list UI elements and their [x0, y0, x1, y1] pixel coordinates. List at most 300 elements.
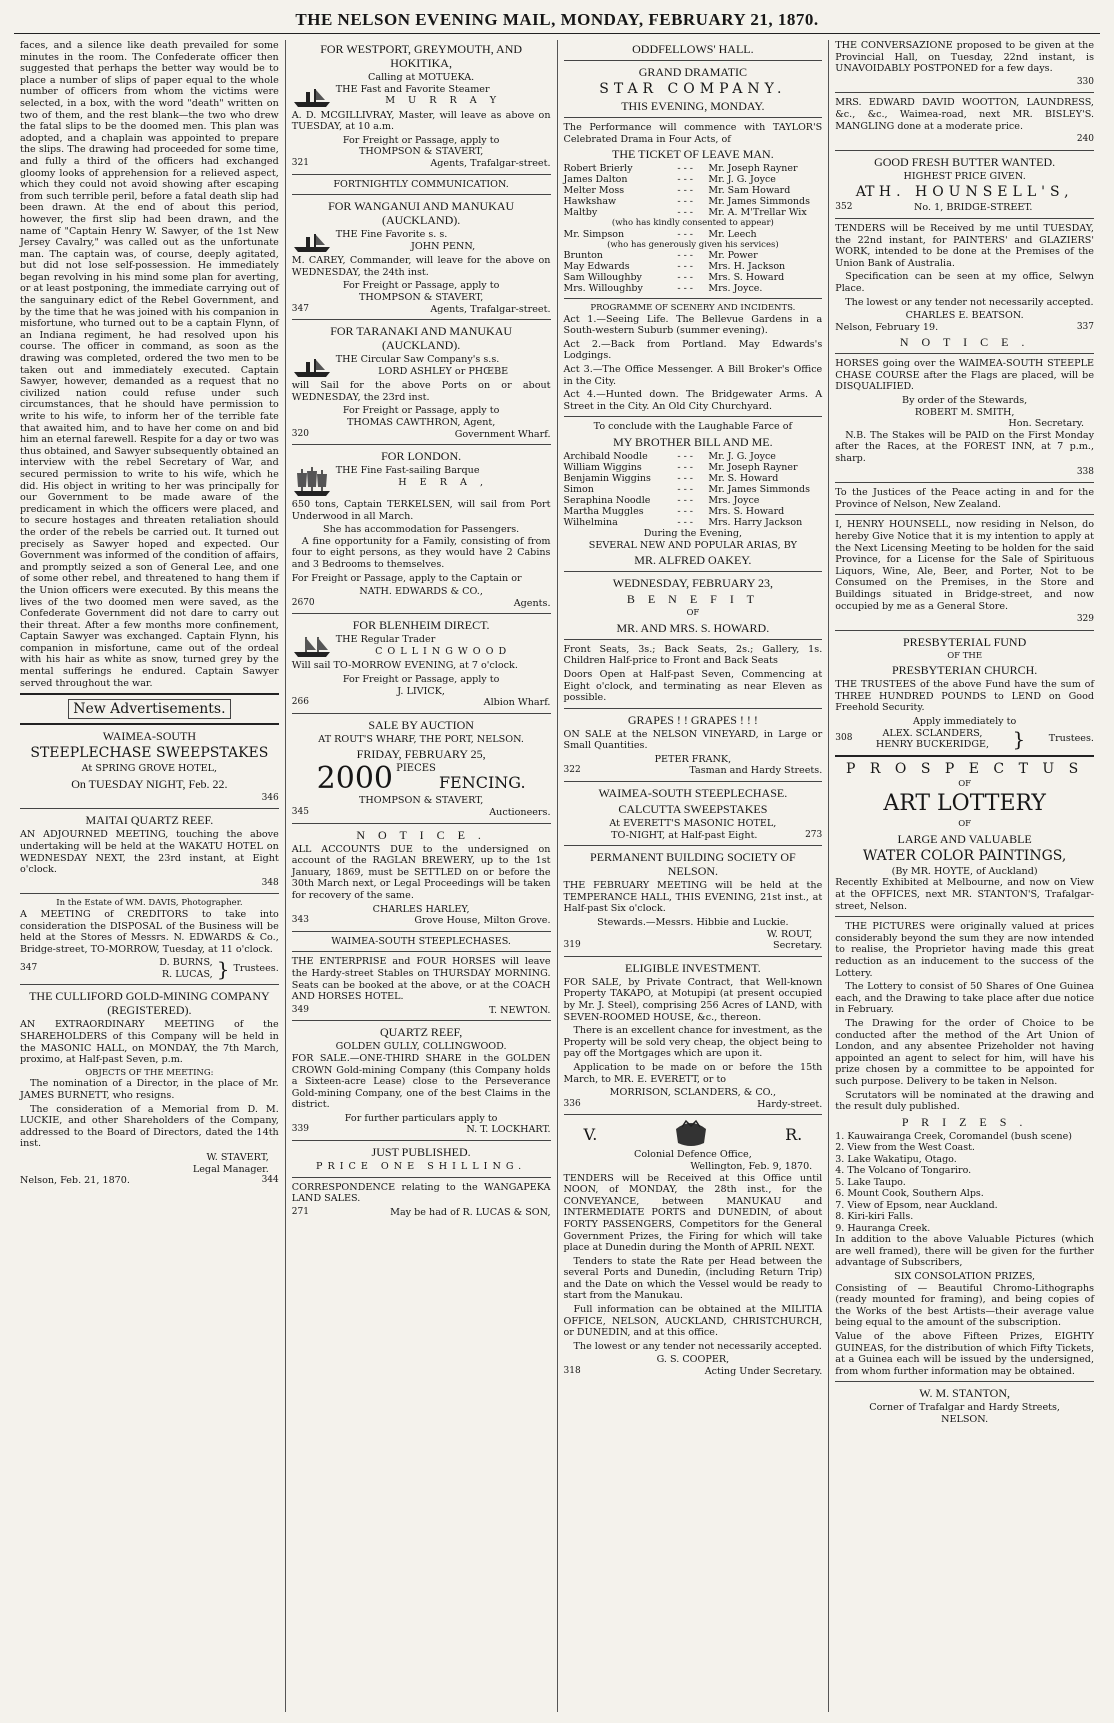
freight-line: For Freight or Passage, apply to: [342, 405, 500, 417]
wanganui-body: THE Fine Favorite s. s.: [335, 229, 448, 241]
programme-heading: PROGRAMME OF SCENERY AND INCIDENTS.: [590, 303, 796, 314]
consisting-body: Consisting of — Beautiful Chromo-Lithographs (ready mounted for framing), and being copies of the Works of the best Artists—their average value being equal to the amount of the subscription.: [835, 1282, 1094, 1329]
signature-name: CHARLES E. BEATSON.: [905, 310, 1024, 322]
fortnightly-heading: FORTNIGHTLY COMMUNICATION.: [333, 178, 509, 190]
act-item: Act 1.—Seeing Life. The Bellevue Gardens in a South-western Suburb (summer evening).: [563, 313, 823, 337]
butter-heading: GOOD FRESH BUTTER WANTED.: [874, 154, 1056, 169]
addition-body: In addition to the above Valuable Pictures (which are well framed), there will be given for the further advantage of Subscribers,: [835, 1234, 1094, 1269]
ship-name: M U R R A Y: [385, 95, 502, 107]
agent-address: Government Wharf.: [454, 428, 551, 440]
arias-line: SEVERAL NEW AND POPULAR ARIAS, BY: [588, 539, 797, 551]
character-name: Brunton: [563, 250, 603, 262]
new-advertisements-heading: New Advertisements.: [20, 699, 279, 719]
taranaki-sail: will Sail for the above Ports on or about WEDNESDAY, the 23rd inst.: [291, 380, 551, 403]
cast-dashes: - - -: [677, 473, 694, 485]
cast-dashes: - - -: [677, 185, 694, 197]
cast-row: [564, 229, 823, 240]
ad-number: 348: [261, 877, 279, 888]
auction-item: FENCING.: [438, 773, 526, 793]
eligible-heading: ELIGIBLE INVESTMENT.: [625, 960, 761, 975]
wellington-date: Wellington, Feb. 9, 1870.: [690, 1160, 813, 1172]
westport-master: A. D. MCGILLIVRAY, Master, will leave as above on TUESDAY, at 10 a.m.: [291, 109, 551, 133]
highest-price: HIGHEST PRICE GIVEN.: [903, 170, 1026, 182]
cast-dashes: - - -: [677, 451, 694, 463]
vr-v: V.: [583, 1124, 598, 1144]
steeplechase-sweepstakes: STEEPLECHASE SWEEPSTAKES: [30, 745, 269, 762]
ad-number: 349: [291, 1004, 309, 1015]
signature-name: W. ROUT,: [766, 928, 813, 940]
ad-number: 319: [563, 940, 581, 951]
character-name: Benjamin Wiggins: [563, 473, 651, 485]
ad-number: 308: [835, 733, 853, 744]
barque-icon: [292, 465, 332, 499]
character-name: Martha Muggles: [563, 506, 644, 518]
prize-item: 2. View from the West Coast.: [835, 1142, 975, 1154]
ad-number: 321: [291, 157, 309, 168]
stewards-order: By order of the Stewards,: [902, 395, 1028, 407]
star-company: STAR COMPANY.: [599, 81, 787, 97]
prospectus-heading: P R O S P E C T U S: [846, 760, 1084, 777]
trustees-label: Trustees.: [1048, 733, 1094, 745]
consolation-heading: SIX CONSOLATION PRIZES,: [894, 1270, 1036, 1282]
actor-name: Mr. Joseph Rayner: [708, 462, 798, 474]
actor-name: Mr. James Simmonds: [708, 196, 811, 208]
character-name: Mrs. Willoughby: [563, 283, 643, 295]
cast-list-farce: [564, 451, 823, 528]
agent-name: J. LIVICK,: [397, 685, 445, 697]
signature-address: Hardy-street.: [757, 1098, 823, 1110]
actor-name: Mr. Joseph Rayner: [708, 163, 798, 175]
cast-row: [564, 196, 823, 207]
cast-dashes: - - -: [677, 196, 694, 208]
prize-item: 7. View of Epsom, near Auckland.: [835, 1199, 998, 1211]
ad-number: 266: [291, 697, 309, 708]
ad-number: 352: [835, 202, 853, 213]
exhibited-line: Recently Exhibited at Melbourne, and now on View at the OFFICES, next MR. STANTON'S, Trafalgar-street, Nelson.: [835, 877, 1094, 912]
auction-quantity: 2000: [316, 761, 394, 797]
london-freight: For Freight or Passage, apply to the Captain or: [291, 572, 522, 584]
steeple-venue: At SPRING GROVE HOTEL,: [81, 763, 218, 775]
auction-lot: [292, 763, 551, 795]
freight-line: For Freight or Passage, apply to: [342, 134, 500, 146]
freight-line: For Freight or Passage, apply to: [342, 280, 500, 292]
actor-name: Mr. Power: [708, 250, 758, 262]
cast-dashes: - - -: [677, 517, 694, 529]
signature-name: CHARLES HARLEY,: [372, 903, 470, 915]
licence-body: I, HENRY HOUNSELL, now residing in Nelson, do hereby Give Notice that it is my intention to apply at the Next Licensing Meeting to be holden for the said Province, for a License for the Sale of Spirituous Liquors, Wine, Ale, Beer, and Porter, Not to be Consumed on the Premises, in the Store and Buildings situated in Bridge-street, and now occupied by me as a General Store.: [835, 519, 1094, 612]
ad-number: 330: [1076, 76, 1094, 87]
london-accommodation: She has accommodation for Passengers.: [323, 524, 520, 536]
ad-number: 339: [291, 1124, 309, 1135]
quartz-title: QUARTZ REEF,: [379, 1025, 463, 1040]
object-item: The nomination of a Director, in the place of Mr. JAMES BURNETT, who resigns.: [20, 1078, 279, 1101]
this-evening: THIS EVENING, MONDAY.: [621, 99, 765, 113]
auction-title: SALE BY AUCTION: [368, 717, 474, 732]
column-4: THE CONVERSAZIONE proposed to be given at the Provincial Hall, on Tuesday, 22nd instant, is UNAVOIDABLY POSTPONED for a few days. 330 MRS. EDWARD DAVID WOOTTON, LAUNDRESS, &c., &c., Waimea-road, next MR. BISLEY'S. MANGLING done at a moderate price. 240 GOOD FRESH BUTTER WANTED. HIGHEST PRICE GIVEN. AT H. HOUNSELL'S, 352 No. 1, BRIDGE-STREET. TENDERS will be Received by me until TUESDAY, the 22nd instant, for PAINTERS' and GLAZIERS' WORK, intended to be done at the Premises of the Union Bank of Australia. Specification can be seen at my office, Selwyn Place. The lowest or any tender not necessarily accepted. CHARLES E. BEATSON. Nelson, February 19. 337 N O T I C E . HORSES going over the WAIMEA-SOUTH STEEPLE CHASE COURSE after the Flags are placed, will be DISQUALIFIED. By order of the Stewards, ROBERT M. SMITH, Hon. Secretary. N.B. The Stakes will be PAID on the First Monday after the Races, at the FOREST INN, at 7 p.m., sharp. 338 To the Justices of the Peace acting in and for the Province of Nelson, New Zealand. I, HENRY HOUNSELL, now residing in Nelson, do hereby Give Notice that it is my intention to apply at the Next Licensing Meeting to be holden for the said Province, for a License for the Sale of Spirituous Liquors, Wine, Ale, Beer, and Porter, Not to be Consumed on the Premises, in the Store and Buildings situated in Bridge-street, and now occupied by me as a General Store. 329 PRESBYTERIAL FUND OF THE PRESBYTERIAN CHURCH. THE TRUSTEES of the above Fund have the sum of THREE HUNDRED POUNDS to LEND on Good Freehold Security. Apply immediately to 308 ALEX. SCLANDERS, HENRY BUCKERIDGE, } Trustees. P R O S P E C T U S OF ART LOTTERY OF LARGE AND VALUABLE WATER COLOR PAINTINGS, (By MR. HOYTE, of Auckland) Recently Exhibited at Melbourne, and now on View at the OFFICES, next MR. STANTON'S, Trafalgar-street, Nelson. THE PICTURES were originally valued at prices considerably beyond the sum they are now intended to realise, the Proprietor having made this great reduction as an inducement to the success of the Lottery. The Lottery to consist of 50 Shares of One Guinea each, and the Drawing to take place after due notice in February. The Drawing for the order of Choice to be conducted after the method of the Art Union of London, and any absentee Prizeholder not having appointed an agent to select for him, will have his prize chosen by a committee to be appointed for such purpose. Delivery to be taken in Nelson. Scrutators will be nominated at the drawing and the result duly published. P R I Z E S . 1. Kauwairanga Creek, Coromandel (bush scene) 2. View from the West Coast. 3. Lake Wakatipu, Otago. 4. The Volcano of Tongariro. 5. Lake Taupo. 6. Mount Cook, Southern Alps. 7. View of Epsom, near Auckland. 8. Kiri-kiri Falls. 9. Hauranga Creek. In addition to the above Valuable Pictures (which are well framed), there will be given for the further advantage of Subscribers, SIX CONSOLATION PRIZES, Consisting of — Beautiful Chromo-Lithographs (ready mounted for framing), and being copies of the Works of the best Artists—their average value being equal to the amount of the subscription. Value of the above Fifteen Prizes, EIGHTY GUINEAS, for the distribution of which Fifty Tickets, at a Guinea each will be issued by the undersigned, from whom further information may be obtained. W. M. STANTON, Corner of Trafalgar and Hardy Streets, NELSON.: [835, 40, 1094, 1425]
prize-item: 6. Mount Cook, Southern Alps.: [835, 1188, 984, 1200]
prize-item: 9. Hauranga Creek.: [835, 1222, 931, 1234]
ad-number: 345: [291, 807, 309, 817]
agent-address: Albion Wharf.: [483, 697, 551, 709]
blenheim-title: FOR BLENHEIM DIRECT.: [352, 618, 490, 633]
cast-row: [564, 517, 823, 528]
westport-body: THE Fast and Favorite Steamer: [335, 83, 490, 95]
ad-number: 336: [563, 1098, 581, 1109]
ad-number: 2670: [291, 597, 315, 608]
signature-name: G. S. COOPER,: [656, 1354, 730, 1366]
actor-name: Mrs. H. Jackson: [708, 261, 786, 273]
cast-row: [564, 163, 823, 174]
signature-name: W. M. STANTON,: [919, 1386, 1010, 1401]
act-item: Act 2.—Back from Portland. May Edwards's Lodgings.: [563, 338, 823, 362]
agent-address: Agents.: [513, 597, 551, 609]
prize-item: 4. The Volcano of Tongariro.: [835, 1165, 972, 1177]
cast-dashes: - - -: [677, 272, 694, 284]
cast-dashes: - - -: [677, 174, 694, 186]
quartz-further: For further particulars apply to: [344, 1112, 498, 1124]
trustee-name: R. LUCAS,: [161, 968, 213, 980]
cast-row: [564, 261, 823, 272]
ad-number: 347: [20, 963, 38, 974]
culliford-body: AN EXTRAORDINARY MEETING of the SHAREHOLDERS of this Company will be held in the MASONIC HALL, on MONDAY, the 7th March, proximo, at Half-past Seven, p.m.: [20, 1019, 279, 1066]
lowest-tender: The lowest or any tender not necessarily accepted.: [845, 296, 1094, 308]
signature-name: W. STAVERT,: [206, 1151, 269, 1163]
auction-pieces: PIECES: [396, 763, 436, 775]
cast-list-drama-3: [564, 250, 823, 294]
art-lottery-heading: ART LOTTERY: [883, 791, 1046, 817]
hoyte-line: (By MR. HOYTE, of Auckland): [891, 865, 1038, 877]
trustees-label: Trustees.: [233, 963, 279, 975]
large-valuable: LARGE AND VALUABLE: [897, 831, 1032, 846]
signature-address: Grove House, Milton Grove.: [414, 915, 551, 927]
character-name: Melter Moss: [563, 185, 625, 197]
signature-address: Tasman and Hardy Streets.: [689, 765, 823, 777]
agent-address: Agents, Trafalgar-street.: [430, 303, 551, 315]
column-3: [558, 40, 830, 1712]
given-note: (who has generously given his services): [607, 239, 779, 250]
agent-name: THOMAS CAWTHRON, Agent,: [346, 416, 496, 428]
signature-title: Hon. Secretary.: [1008, 418, 1084, 430]
waimea-steeplechase-heading: WAIMEA-SOUTH STEEPLECHASE.: [598, 786, 788, 801]
steeple-date: On TUESDAY NIGHT, Feb. 22.: [71, 776, 228, 791]
character-name: Maltby: [563, 207, 598, 219]
actor-name: Mrs. Harry Jackson: [708, 517, 803, 529]
london-title: FOR LONDON.: [381, 449, 462, 464]
character-name: Sam Willoughby: [563, 272, 642, 284]
cast-dashes: - - -: [677, 283, 694, 295]
raglan-body: ALL ACCOUNTS DUE to the undersigned on account of the RAGLAN BREWERY, up to the 1st January, 1869, must be SETTLED on or before the 30th March next, or Legal Proceedings will be taken for recovery of the same.: [291, 843, 551, 901]
signature-name: ROBERT M. SMITH,: [914, 406, 1015, 418]
objects-heading: OBJECTS OF THE MEETING:: [85, 1067, 214, 1078]
actor-name: Mr. J. G. Joyce: [708, 451, 776, 463]
bridge-street: No. 1, BRIDGE-STREET.: [914, 202, 1033, 214]
signature-name: PETER FRANK,: [654, 753, 732, 765]
church-heading: PRESBYTERIAN CHURCH.: [891, 663, 1038, 678]
eligible-body: FOR SALE, by Private Contract, that Well-known Property TAKAPO, at Motupipi (at present occupied by Mr. J. Steel), comprising 256 Acres of LAND, with SEVEN-ROOMED HOUSE, &c., thereon.: [563, 976, 823, 1023]
actor-name: Mr. James Simmonds: [708, 484, 811, 496]
actor-name: Mr. Leech: [708, 228, 757, 240]
cast-row: [564, 484, 823, 495]
agent-address: Agents, Trafalgar-street.: [430, 157, 551, 169]
wootton-body: MRS. EDWARD DAVID WOOTTON, LAUNDRESS, &c., &c., Waimea-road, next MR. BISLEY'S. MANGLING done at a moderate price.: [835, 97, 1094, 132]
character-name: Wilhelmina: [563, 517, 618, 529]
oddfellows-heading: ODDFELLOWS' HALL.: [632, 42, 754, 56]
scrutators-body: Scrutators will be nominated at the drawing and the result duly published.: [835, 1089, 1094, 1113]
enterprise-body: THE ENTERPRISE and FOUR HORSES will leave the Hardy-street Stables on THURSDAY MORNING. Seats can be booked at the above, or at the COACH AND HORSES HOTEL.: [291, 956, 551, 1003]
grand-dramatic: GRAND DRAMATIC: [638, 65, 748, 79]
wanganui-title: FOR WANGANUI AND MANUKAU (AUCKLAND).: [328, 199, 515, 228]
act-item: Act 4.—Hunted down. The Bridgewater Arms. A Street in the City. An Old City Churchyard.: [563, 389, 823, 412]
cast-list-drama: [564, 163, 823, 218]
object-item: The consideration of a Memorial from D. M. LUCKIE, and other Shareholders of the Company, addressed to the Board of Directors, dated the 14th inst.: [20, 1103, 279, 1150]
dateline: Nelson, Feb. 21, 1870.: [20, 1175, 130, 1187]
cast-row: [564, 272, 823, 283]
cast-row: [564, 174, 823, 185]
horses-body: HORSES going over the WAIMEA-SOUTH STEEPLE CHASE COURSE after the Flags are placed, will be DISQUALIFIED.: [835, 358, 1094, 393]
ticket-of-leave-heading: THE TICKET OF LEAVE MAN.: [612, 147, 774, 162]
signature-title: Legal Manager.: [192, 1163, 269, 1175]
signature-address: Corner of Trafalgar and Hardy Streets,: [869, 1402, 1060, 1414]
cast-row: [564, 451, 823, 462]
conclude-line: To conclude with the Laughable Farce of: [593, 421, 793, 433]
quartz-subtitle: GOLDEN GULLY, COLLINGWOOD.: [335, 1041, 507, 1053]
notice-heading: N O T I C E .: [356, 827, 486, 842]
london-cabin: A fine opportunity for a Family, consisting of from four to eight persons, as they would have 2 Cabins and 3 Bedrooms to themselves.: [291, 535, 551, 571]
grapes-body: ON SALE at the NELSON VINEYARD, in Large or Small Quantities.: [563, 728, 823, 752]
conversazione-body: THE CONVERSAZIONE proposed to be given at the Provincial Hall, on Tuesday, 22nd instant, is UNAVOIDABLY POSTPONED for a few days.: [835, 40, 1094, 75]
cast-dashes: - - -: [677, 250, 694, 262]
wanganui-commander: M. CAREY, Commander, will leave for the above on WEDNESDAY, the 24th inst.: [291, 255, 551, 278]
ad-number: 273: [805, 829, 823, 840]
cast-dashes: - - -: [677, 261, 694, 273]
cast-dashes: - - -: [677, 506, 694, 518]
ad-number: 322: [563, 765, 581, 776]
ad-number: 338: [1076, 466, 1094, 477]
ship-name: LORD ASHLEY or PHŒBE: [378, 365, 509, 377]
benefit-heading: B E N E F I T: [626, 592, 759, 607]
character-name: May Edwards: [563, 261, 630, 273]
lowest-tender: The lowest or any tender not necessarily accepted.: [573, 1340, 822, 1352]
ad-number: 343: [291, 915, 309, 926]
lucas-line: May be had of R. LUCAS & SON,: [390, 1206, 551, 1218]
column-1: faces, and a silence like death prevailed for some minutes in the room. The Confederate officer then suggested that perhaps the better way would be to place a number of slips of paper equal to the whole number of officers from whom the victims were selected, in a box, with the word "death" written on two of them, and the rest blank—the two who drew the fatal slips to be the doomed men. This plan was adopted, and a chaplain was appointed to prepare the slips. The drawing had proceeded for some time, and fully a third of the officers had exchanged gloomy looks of apprehension for a relieved aspect, which they could not avoid showing after escaping from such terrible peril, before a fatal death slip had been drawn. At the end of about this period, however, the first slip had been drawn, and the name of "Captain Henry W. Sawyer, of the 1st New Jersey Cavalry," was called out as the unfortunate man. The captain was, of course, deeply agitated, but did not lose self-possession. He immediately began revolving in his mind some plan for averting, or at least postponing, the immediate carrying out of the sanguinary edict of the Rebel Government, and by the time that he was joined with his companion in misfortune, who turned out to be a captain Flynn, of an Indiana regiment, he had resolved upon his course. The officer in command, as soon as the drawing was completed, ordered the two men to be taken out and immediately executed. Captain Sawyer, however, demanded as a request that no civilized nation could refuse under such circumstances, that he should have permission to write to his wife, to inform her of the terrible fate that awaited him, and to have her come on and bid him an eternal farewell. Respite for a day or two was thus obtained, and Sawyer subsequently obtained an interview with the rebel Secretary of War, and secured permission to write to his wife, which he did. His object in writing to her was principally for our Government to be made aware of the predicament in which the officers were placed, and to secure hostages and threaten retaliation should the order of the rebels be carried out. It turned out precisely as Sawyer hoped and expected. Our Government was informed of the condition of affairs, and promptly seized a son of General Lee, and one of some other rebel, and threatened to hang them if the Union officers were executed. By this means the lives of the two doomed men were saved, as the Confederate Government did not dare to carry out their threat. After a few months more confinement, Captain Sawyer was exchanged. Captain Flynn, his companion in misfortune, came out of the ordeal with his hair as white as snow, turned grey by the mental sufferings he endured. Captain Sawyer served throughout the war. New Advertisements. WAIMEA-SOUTH STEEPLECHASE SWEEPSTAKES At SPRING GROVE HOTEL, On TUESDAY NIGHT, Feb. 22. 346 MAITAI QUARTZ REEF. AN ADJOURNED MEETING, touching the above undertaking will be held at the WAKATU HOTEL on WEDNESDAY NEXT, the 23rd instant, at Eight o'clock. 348 In the Estate of WM. DAVIS, Photographer. A MEETING of CREDITORS to take into consideration the DISPOSAL of the Business will be held at the Stores of Messrs. N. EDWARDS & Co., Bridge-street, TO-MORROW, Tuesday, at 11 o'clock. 347 D. BURNS, R. LUCAS, } Trustees. THE CULLIFORD GOLD-MINING COMPANY (REGISTERED). AN EXTRAORDINARY MEETING of the SHAREHOLDERS of this Company will be held in the MASONIC HALL, on MONDAY, the 7th March, proximo, at Half-past Seven, p.m. OBJECTS OF THE MEETING: The nomination of a Director, in the place of Mr. JAMES BURNETT, who resigns. The consideration of a Memorial from D. M. LUCKIE, and other Shareholders of the Company, addressed to the Board of Directors, dated the 14th inst. W. STAVERT, Legal Manager. Nelson, Feb. 21, 1870. 344: [14, 40, 286, 1712]
tonight-line: TO-NIGHT, at Half-past Eight.: [611, 829, 758, 841]
signature-city: NELSON.: [941, 1413, 989, 1425]
ship-name: H E R A ,: [398, 476, 489, 488]
signature-title: Secretary.: [773, 940, 823, 952]
of-label: OF: [686, 608, 700, 619]
agent-name: THOMPSON & STAVERT,: [358, 291, 484, 303]
ad-number: 240: [1076, 134, 1094, 145]
justices-heading: To the Justices of the Peace acting in and for the Province of Nelson, New Zealand.: [835, 487, 1094, 510]
value-body: Value of the above Fifteen Prizes, EIGHTY GUINEAS, for the distribution of which Fifty Tickets, at a Guinea each will be issued by the undersigned, from whom further information may be obtained.: [835, 1330, 1094, 1377]
columns: [14, 40, 1100, 1712]
masthead: THE NELSON EVENING MAIL, MONDAY, FEBRUARY 21, 1870.: [14, 10, 1100, 34]
character-name: William Wiggins: [563, 462, 642, 474]
freight-line: For Freight or Passage, apply to: [342, 674, 500, 686]
london-detail: 650 tons, Captain TERKELSEN, will sail from Port Underwood in all March.: [291, 499, 551, 522]
ad-number: 346: [261, 792, 279, 803]
drawing-body: The Drawing for the order of Choice to be conducted after the method of the Art Union of London, and any absentee Prizeholder not having appointed an agent to select for him, will have his prize chosen by a committee to be appointed for such purpose. Delivery to be taken in Nelson.: [835, 1017, 1094, 1087]
culliford-title: THE CULLIFORD GOLD-MINING COMPANY (REGISTERED).: [29, 989, 270, 1018]
permanent-heading: PERMANENT BUILDING SOCIETY OF NELSON.: [590, 850, 796, 879]
cast-row: [564, 250, 823, 261]
tenders-body-3: Full information can be obtained at the MILITIA OFFICE, NELSON, AUCKLAND, CHRISTCHURCH, or DUNEDIN, and at this office.: [563, 1304, 823, 1339]
colonial-office: Colonial Defence Office,: [633, 1149, 752, 1161]
ad-number: 344: [261, 1175, 279, 1186]
doors-open: Doors Open at Half-past Seven, Commencing at Eight o'clock, and terminating as near Eleven as possible.: [563, 668, 823, 704]
water-color-paintings: WATER COLOR PAINTINGS,: [862, 847, 1067, 864]
oakey-name: MR. ALFRED OAKEY.: [634, 553, 752, 568]
ad-number: 337: [1076, 321, 1094, 332]
eligible-body-2: There is an excellent chance for investment, as the Property will be sold very cheap, the object being to pay off the Mortgages which are upon it.: [563, 1025, 823, 1060]
consented-note: (who has kindly consented to appear): [611, 218, 774, 229]
actor-name: Mrs. S. Howard: [708, 506, 785, 518]
tenders-body-2: Tenders to state the Rate per Head between the several Ports and Dunedin, (including Return Trip) and the Date on which the Vessel would be ready to start from the Manukau.: [563, 1255, 823, 1302]
permanent-body: THE FEBRUARY MEETING will be held at the TEMPERANCE HALL, THIS EVENING, 21st inst., at Half-past Six o'clock.: [563, 880, 823, 915]
cast-list-drama-2: [564, 229, 823, 240]
london-body: THE Fine Fast-sailing Barque: [335, 465, 480, 477]
stakes-body: N.B. The Stakes will be PAID on the First Monday after the Races, at the FOREST INN, at 7 p.m., sharp.: [835, 429, 1094, 465]
price-line: PRICE ONE SHILLING.: [316, 1161, 527, 1173]
auction-location: AT ROUT'S WHARF, THE PORT, NELSON.: [318, 733, 524, 745]
story-text: faces, and a silence like death prevailed for some minutes in the room. The Confederate officer then suggested that perhaps the better way would be to place a number of slips of paper equal to the whole number of officers from whom the victims were selected, in a box, with the word "death" written on two of them, and the rest blank—the two who drew the fatal slips to be the doomed men. This plan was adopted, and a chaplain was appointed to prepare the slips. The drawing had proceeded for some time, and fully a third of the officers had exchanged gloomy looks of apprehension for a relieved aspect, which they could not avoid showing after escaping from such terrible peril, before a fatal death slip had been drawn. At the end of about this period, however, the first slip had been drawn, and the name of "Captain Henry W. Sawyer, of the 1st New Jersey Cavalry," was called out as the unfortunate man. The captain was, of course, deeply agitated, but did not lose self-possession. He immediately began revolving in his mind some plan for averting, or at least postponing, the immediate carrying out of the sanguinary edict of the Rebel Government, and by the time that he was joined with his companion in misfortune, who turned out to be a captain Flynn, of an Indiana regiment, he had resolved upon his course. The officer in command, as soon as the drawing was completed, ordered the two men to be taken out and immediately executed. Captain Sawyer, however, demanded as a request that no civilized nation could refuse under such circumstances, that he should have permission to write to his wife, to inform her of the terrible fate that awaited him, and to have her come on and bid him an eternal farewell. Respite for a day or two was thus obtained, and Sawyer subsequently obtained an interview with the rebel Secretary of War, and secured permission to write to his wife, which he did. His object in writing to her was principally for our Government to be made aware of the predicament in which the officers were placed, and to secure hostages and threaten retaliation should the order of the rebels be carried out. It turned out precisely as Sawyer hoped and expected. Our Government was informed of the condition of affairs, and promptly seized a son of General Lee, and one of some other rebel, and threatened to hang them if the Union officers were executed. By this means the lives of the two doomed men were saved, as the Confederate Government did not dare to carry out their threat. After a few months more confinement, Captain Sawyer was exchanged. Captain Flynn, his companion in misfortune, came out of the ordeal with his hair as white as snow, turned grey by the mental sufferings he endured. Captain Sawyer served throughout the war.: [20, 40, 279, 689]
ship-name: COLLINGWOOD: [375, 646, 512, 658]
cast-dashes: - - -: [677, 163, 694, 175]
trustees-body: THE TRUSTEES of the above Fund have the sum of THREE HUNDRED POUNDS to LEND on Good Freehold Security.: [835, 679, 1094, 714]
cast-dashes: - - -: [677, 462, 694, 474]
notice-heading: N O T I C E .: [899, 335, 1030, 350]
howard-name: MR. AND MRS. S. HOWARD.: [616, 620, 770, 635]
prize-list: [835, 1131, 1094, 1235]
maitai-body: AN ADJOURNED MEETING, touching the above undertaking will be held at the WAKATU HOTEL on WEDNESDAY NEXT, the 23rd instant, at Eight o'clock.: [20, 829, 279, 876]
lottery-body: The Lottery to consist of 50 Shares of One Guinea each, and the Drawing to take place after due notice in February.: [835, 981, 1094, 1016]
schooner-icon: [292, 634, 332, 660]
eligible-body-3: Application to be made on or before the 15th March, to MR. E. EVERETT, or to: [563, 1061, 823, 1085]
trustee-name: D. BURNS,: [159, 957, 213, 969]
signature-name: MORRISON, SCLANDERS, & CO.,: [609, 1087, 777, 1099]
westport-call: Calling at MOTUEKA.: [368, 72, 475, 83]
blenheim-sail: Will sail TO-MORROW EVENING, at 7 o'clock.: [291, 660, 518, 672]
blenheim-body: THE Regular Trader: [335, 634, 436, 646]
ad-number: 318: [563, 1366, 581, 1377]
taranaki-title: FOR TARANAKI AND MANUKAU (AUCKLAND).: [330, 324, 513, 353]
cast-row: [564, 495, 823, 506]
of-label-2: OF: [958, 819, 972, 830]
character-name: James Dalton: [563, 174, 628, 186]
pictures-body: THE PICTURES were originally valued at prices considerably beyond the sum they are now intended to realise, the Proprietor having made this great reduction as an inducement to the success of the Lottery.: [835, 921, 1094, 979]
painters-body: TENDERS will be Received by me until TUESDAY, the 22nd instant, for PAINTERS' and GLAZIERS' WORK, intended to be done at the Premises of the Union Bank of Australia.: [835, 222, 1094, 269]
trustee-name: HENRY BUCKERIDGE,: [875, 739, 990, 751]
prizes-heading: P R I Z E S .: [901, 1114, 1028, 1129]
during-evening: During the Evening,: [643, 528, 743, 540]
actor-name: Mr. Sam Howard: [708, 185, 791, 197]
auction-date: FRIDAY, FEBRUARY 25,: [356, 747, 486, 762]
act-item: Act 3.—The Office Messenger. A Bill Broker's Office in the City.: [563, 364, 823, 387]
stewards-line: Stewards.—Messrs. Hibbie and Luckie.: [597, 917, 789, 929]
steamer-icon: [292, 84, 332, 110]
of-the: OF THE: [947, 650, 983, 661]
maitai-title: MAITAI QUARTZ REEF.: [85, 813, 214, 828]
wednesday-date: WEDNESDAY, FEBRUARY 23,: [612, 576, 773, 591]
cast-dashes: - - -: [677, 228, 694, 240]
trustee-name: ALEX. SCLANDERS,: [882, 727, 983, 739]
cast-dashes: - - -: [677, 484, 694, 496]
cast-row: [564, 283, 823, 294]
steamer-icon: [292, 354, 332, 380]
ad-number: 320: [291, 428, 309, 439]
actor-name: Mrs. Joyce: [708, 495, 760, 507]
character-name: Hawkshaw: [563, 196, 617, 208]
actor-name: Mrs. Joyce.: [708, 283, 763, 295]
performance-line: The Performance will commence with TAYLOR'S Celebrated Drama in Four Acts, of: [563, 122, 823, 145]
presbyterial-heading: PRESBYTERIAL FUND: [903, 634, 1027, 649]
auctioneers-label: Auctioneers.: [489, 807, 551, 818]
character-name: Simon: [563, 484, 594, 496]
of-label: OF: [958, 778, 972, 789]
calcutta-heading: CALCUTTA SWEEPSTAKES: [618, 802, 768, 817]
character-name: Seraphina Noodle: [563, 495, 651, 507]
westport-title: FOR WESTPORT, GREYMOUTH, AND HOKITIKA,: [320, 42, 523, 70]
cast-row: [564, 473, 823, 484]
ad-number: 347: [291, 303, 309, 314]
prize-item: 5. Lake Taupo.: [835, 1176, 906, 1188]
hounsell-name: H. HOUNSELL'S,: [878, 184, 1074, 201]
character-name: Robert Brierly: [563, 163, 633, 175]
prize-item: 1. Kauwairanga Creek, Coromandel (bush scene): [835, 1130, 1072, 1142]
tenders-body: TENDERS will be Received at this Office until NOON, of MONDAY, the 28th inst., for the CONVEYANCE, between MANUKAU and INTERMEDIATE PORTS and DUNEDIN, of about FORTY PASSENGERS, Competitors for the General Government Prizes, the Firing for which will take place at Dunedin during the Month of APRIL NEXT.: [563, 1172, 823, 1254]
signature-title: Acting Under Secretary.: [704, 1366, 823, 1378]
vr-r: R.: [785, 1124, 803, 1144]
steamer-icon: [292, 229, 332, 255]
grapes-heading: GRAPES ! ! GRAPES ! ! !: [627, 712, 758, 727]
waimea-steeplechases-heading: WAIMEA-SOUTH STEEPLECHASES.: [331, 935, 511, 947]
cast-dashes: - - -: [677, 495, 694, 507]
signature-name: N. T. LOCKHART.: [466, 1124, 551, 1136]
apply-line: Apply immediately to: [912, 716, 1017, 728]
agent-name: THOMPSON & STAVERT,: [358, 146, 484, 158]
prize-item: 8. Kiri-kiri Falls.: [835, 1211, 914, 1223]
ship-name: JOHN PENN,: [411, 240, 476, 252]
actor-name: Mr. A. M'Trellar Wix: [708, 207, 807, 219]
just-published: JUST PUBLISHED.: [371, 1145, 471, 1160]
ad-number: 271: [291, 1206, 309, 1217]
actor-name: Mrs. S. Howard: [708, 272, 785, 284]
actor-name: Mr. J. G. Joyce: [708, 174, 776, 186]
cast-row: [564, 207, 823, 218]
creditors-body: A MEETING of CREDITORS to take into consideration the DISPOSAL of the Business will be held at the Stores of Messrs. N. EDWARDS & Co., Bridge-street, TO-MORROW, Tuesday, at 11 o'clock.: [20, 908, 279, 955]
at-label: AT: [855, 184, 875, 201]
estate-heading: In the Estate of WM. DAVIS, Photographer.: [56, 898, 243, 909]
specification-line: Specification can be seen at my office, Selwyn Place.: [835, 271, 1094, 294]
cast-row: [564, 185, 823, 196]
character-name: Mr. Simpson: [563, 228, 625, 240]
farce-title: MY BROTHER BILL AND ME.: [613, 435, 773, 450]
prize-item: 3. Lake Wakatipu, Otago.: [835, 1153, 957, 1165]
quartz-body: FOR SALE.—ONE-THIRD SHARE in the GOLDEN CROWN Gold-mining Company (this Company holds a Sixteen-acre Lease) close to the Perseverance Gold-mining Company, one of the best Claims in the district.: [291, 1052, 551, 1111]
cast-dashes: - - -: [677, 207, 694, 219]
column-2: [286, 40, 558, 1712]
waimea-south-title: WAIMEA-SOUTH: [102, 729, 197, 744]
cast-row: [564, 506, 823, 517]
signature-name: T. NEWTON.: [489, 1004, 551, 1016]
correspondence-body: CORRESPONDENCE relating to the WANGAPEKA LAND SALES.: [291, 1181, 551, 1205]
acts-list: [564, 314, 823, 413]
hounsell-line: [835, 184, 1094, 200]
agent-name: NATH. EDWARDS & CO.,: [359, 586, 483, 598]
actor-name: Mr. S. Howard: [708, 473, 779, 485]
everett-venue: At EVERETT'S MASONIC HOTEL,: [609, 818, 777, 830]
